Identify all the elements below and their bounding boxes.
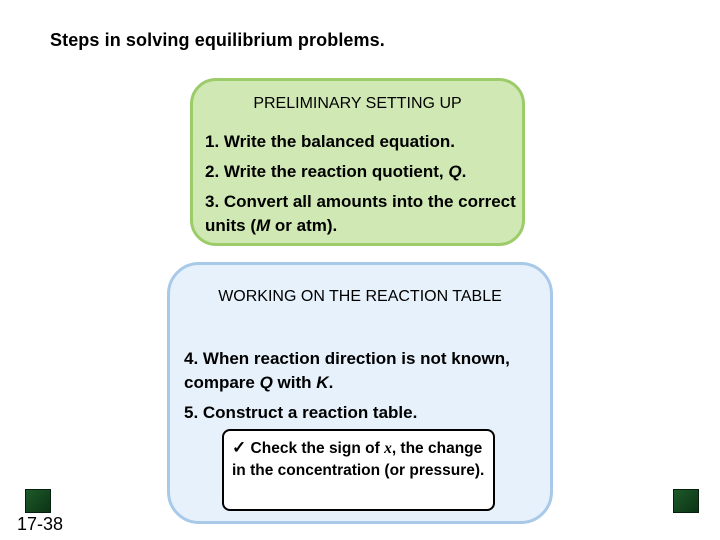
variable-q: Q (448, 162, 462, 181)
step-5: 5. Construct a reaction table. (184, 403, 418, 422)
variable-x: x (384, 440, 392, 457)
preliminary-heading: PRELIMINARY SETTING UP (253, 95, 462, 112)
step-4: 4. When reaction direction is not known, compare Q with K. (184, 349, 510, 392)
check-note-box: ✓ Check the sign of x, the change in the concentration (or pressure). (222, 429, 495, 511)
variable-m: M (256, 216, 271, 235)
preliminary-setup-box (190, 78, 525, 246)
checkmark-icon: ✓ (232, 438, 247, 457)
variable-k: K (316, 373, 329, 392)
nav-button-icon[interactable] (673, 489, 699, 513)
step-3: 3. Convert all amounts into the correct units (M or atm). (205, 192, 516, 235)
page-title: Steps in solving equilibrium problems. (50, 30, 385, 50)
variable-q: Q (259, 373, 273, 392)
step-2: 2. Write the reaction quotient, Q. (205, 162, 467, 181)
step-1: 1. Write the balanced equation. (205, 132, 456, 151)
nav-button-icon[interactable] (25, 489, 51, 513)
page-number: 17-38 (17, 514, 64, 534)
reaction-table-heading: WORKING ON THE REACTION TABLE (218, 288, 502, 305)
